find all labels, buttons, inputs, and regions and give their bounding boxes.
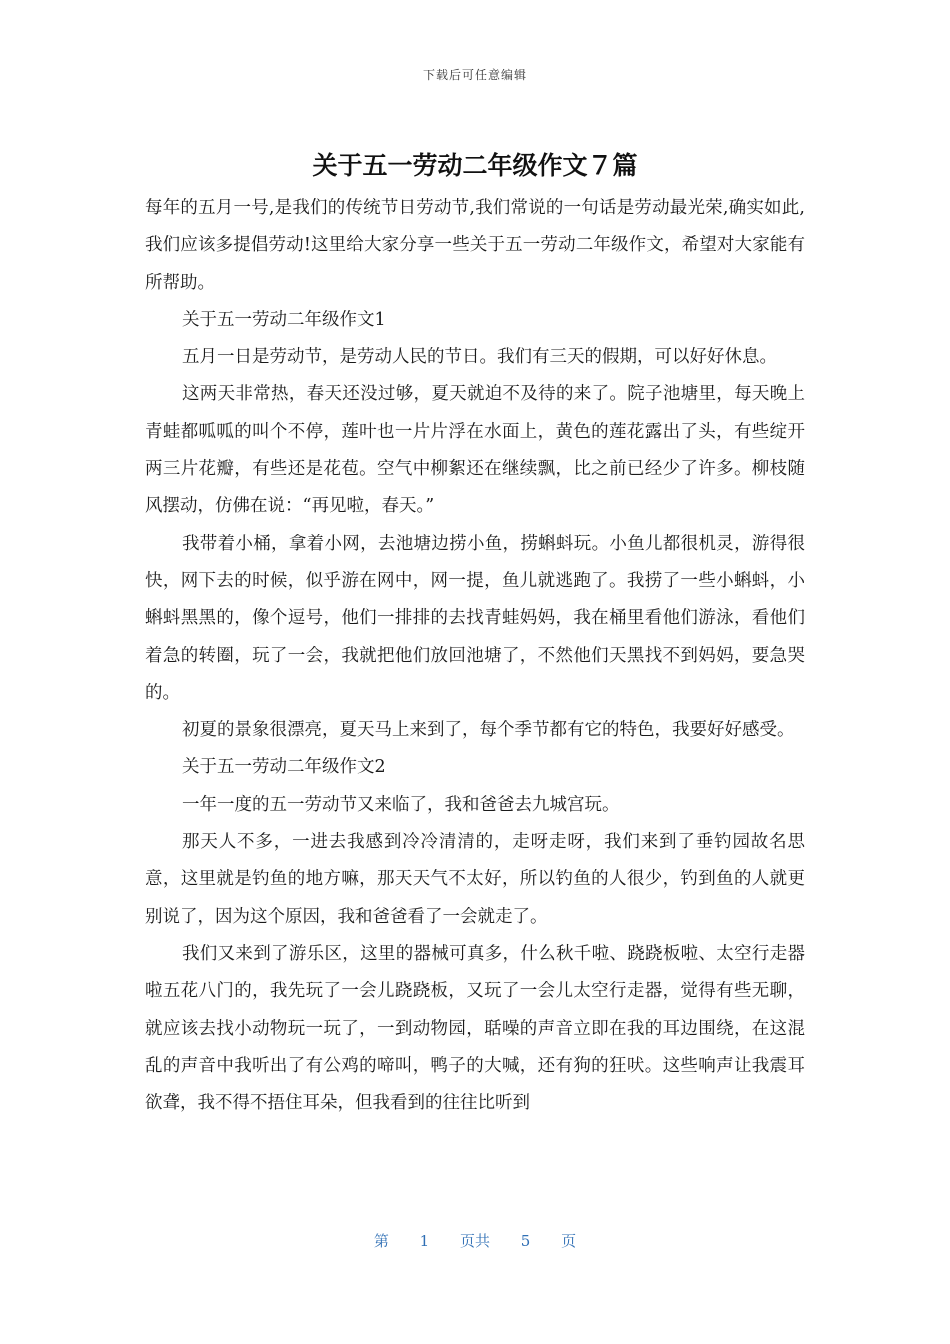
paragraph: 我们又来到了游乐区，这里的器械可真多，什么秋千啦、跷跷板啦、太空行走器啦五花八门的，我先玩了一会儿跷跷板，又玩了一会儿太空行走器，觉得有些无聊，就应该去找小动物玩一玩了，一到动物园，聒噪的声音立即在我的耳边围绕，在这混乱的声音中我听出了有公鸡的啼叫，鸭子的大喊，还有狗的狂吠。这些响声让我震耳欲聋，我不得不捂住耳朵，但我看到的往往比听到 bbox=[145, 943, 805, 1114]
header-note: 下载后可任意编辑 bbox=[422, 68, 527, 82]
footer-page-suffix: 页共 bbox=[459, 1232, 490, 1250]
section-heading-1: 关于五一劳动二年级作文1 bbox=[182, 309, 386, 330]
section-heading-2: 关于五一劳动二年级作文2 bbox=[182, 757, 386, 778]
footer-page-number: 1 bbox=[419, 1232, 430, 1250]
paragraph: 一年一度的五一劳动节又来临了，我和爸爸去九城宫玩。 bbox=[182, 794, 620, 815]
paragraph: 那天人不多，一进去我感到冷冷清清的，走呀走呀，我们来到了垂钓园故名思意，这里就是钓鱼的地方嘛，那天天气不太好，所以钓鱼的人很少，钓到鱼的人就更别说了，因为这个原因，我和爸爸看了一会就走了。 bbox=[145, 832, 805, 927]
paragraph: 初夏的景象很漂亮，夏天马上来到了，每个季节都有它的特色，我要好好感受。 bbox=[182, 720, 795, 741]
paragraph: 这两天非常热，春天还没过够，夏天就迫不及待的来了。院子池塘里，每天晚上青蛙都呱呱的叫个不停，莲叶也一片片浮在水面上，黄色的莲花露出了头，有些绽开两三片花瓣，有些还是花苞。空气中柳絮还在继续飘，比之前已经少了许多。柳枝随风摆动，仿佛在说：“再见啦，春天。” bbox=[145, 384, 805, 517]
footer-total-pages: 5 bbox=[520, 1232, 531, 1250]
footer-page-word: 第 bbox=[373, 1232, 389, 1250]
paragraph: 我带着小桶，拿着小网，去池塘边捞小鱼，捞蝌蚪玩。小鱼儿都很机灵，游得很快，网下去的时候，似乎游在网中，网一提，鱼儿就逃跑了。我捞了一些小蝌蚪，小蝌蚪黑黑的，像个逗号，他们一排排的去找青蛙妈妈，我在桶里看他们游泳，看他们着急的转圈，玩了一会，我就把他们放回池塘了，不然他们天黑找不到妈妈，要急哭的。 bbox=[145, 533, 805, 703]
paragraph: 五月一日是劳动节，是劳动人民的节日。我们有三天的假期，可以好好休息。 bbox=[182, 347, 777, 368]
document-title: 关于五一劳动二年级作文７篇 bbox=[312, 151, 638, 180]
page-footer bbox=[0, 1230, 950, 1251]
footer-total-suffix: 页 bbox=[561, 1232, 577, 1250]
paragraph-intro: 每年的五月一号,是我们的传统节日劳动节,我们常说的一句话是劳动最光荣,确实如此,我们应该多提倡劳动!这里给大家分享一些关于五一劳动二年级作文，希望对大家能有所帮助。 bbox=[145, 198, 805, 293]
document-body bbox=[145, 190, 805, 1122]
